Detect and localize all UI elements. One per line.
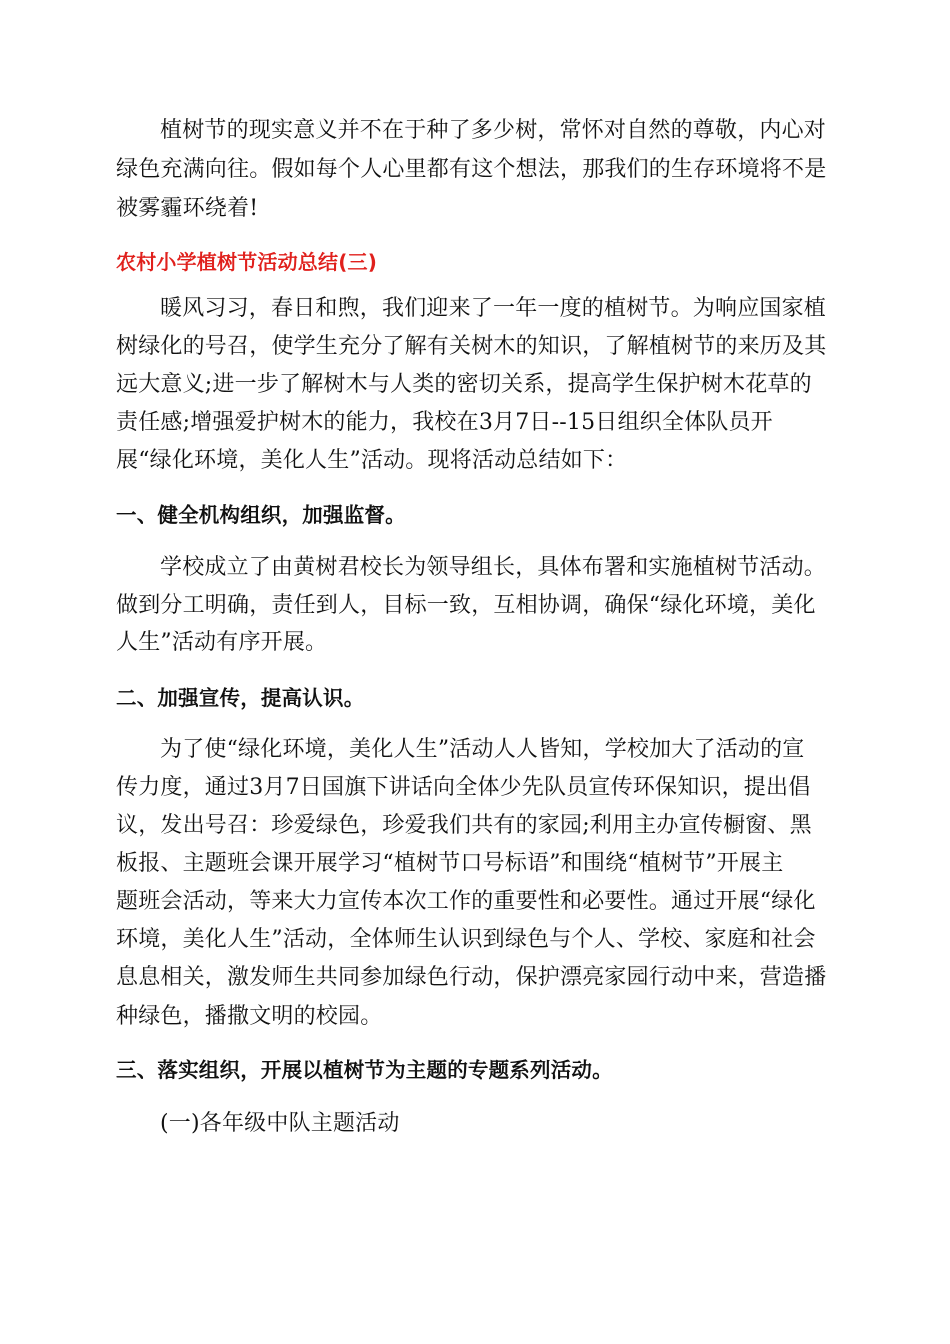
opening-line-3: 远大意义;进一步了解树木与人类的密切关系，提高学生保护树木花草的 [116, 372, 812, 397]
intro-line-2: 绿色充满向往。假如每个人心里都有这个想法，那我们的生存环境将不是 [116, 157, 827, 182]
para2-line-4: 板报、主题班会课开展学习“植树节口号标语”和围绕“植树节”开展主 [116, 851, 784, 876]
intro-line-3: 被雾霾环绕着! [116, 196, 259, 221]
para2-line-3: 议，发出号召：珍爱绿色，珍爱我们共有的家园;利用主办宣传橱窗、黑 [116, 813, 812, 838]
para2-line-5: 题班会活动，等来大力宣传本次工作的重要性和必要性。通过开展“绿化 [116, 889, 816, 914]
para1-line-1: 学校成立了由黄树君校长为领导组长，具体布署和实施植树节活动。 [160, 555, 827, 580]
heading-1: 一、健全机构组织，加强监督。 [116, 503, 406, 527]
para2-line-8: 种绿色，播撒文明的校园。 [116, 1004, 383, 1029]
opening-line-4: 责任感;增强爱护树木的能力，我校在3月7日--15日组织全体队员开 [116, 410, 773, 435]
intro-line-1: 植树节的现实意义并不在于种了多少树，常怀对自然的尊敬，内心对 [160, 118, 827, 143]
opening-line-1: 暖风习习，春日和煦，我们迎来了一年一度的植树节。为响应国家植 [160, 296, 827, 321]
opening-line-5: 展“绿化环境，美化人生”活动。现将活动总结如下： [116, 448, 628, 473]
para2-line-6: 环境，美化人生”活动，全体师生认识到绿色与个人、学校、家庭和社会 [116, 927, 816, 952]
opening-line-2: 树绿化的号召，使学生充分了解有关树木的知识，了解植树节的来历及其 [116, 334, 827, 359]
para2-line-1: 为了使“绿化环境，美化人生”活动人人皆知，学校加大了活动的宣 [160, 737, 805, 762]
para2-line-2: 传力度，通过3月7日国旗下讲话向全体少先队员宣传环保知识，提出倡 [116, 775, 811, 800]
para1-line-2: 做到分工明确，责任到人，目标一致，互相协调，确保“绿化环境，美化 [116, 593, 816, 618]
para2-line-7: 息息相关，激发师生共同参加绿色行动，保护漂亮家园行动中来，营造播 [116, 965, 827, 990]
section-title: 农村小学植树节活动总结(三) [116, 250, 378, 274]
heading-2: 二、加强宣传，提高认识。 [116, 686, 365, 710]
para1-line-3: 人生”活动有序开展。 [116, 630, 328, 655]
subheading-1: (一)各年级中队主题活动 [160, 1111, 400, 1136]
heading-3: 三、落实组织，开展以植树节为主题的专题系列活动。 [116, 1058, 613, 1082]
